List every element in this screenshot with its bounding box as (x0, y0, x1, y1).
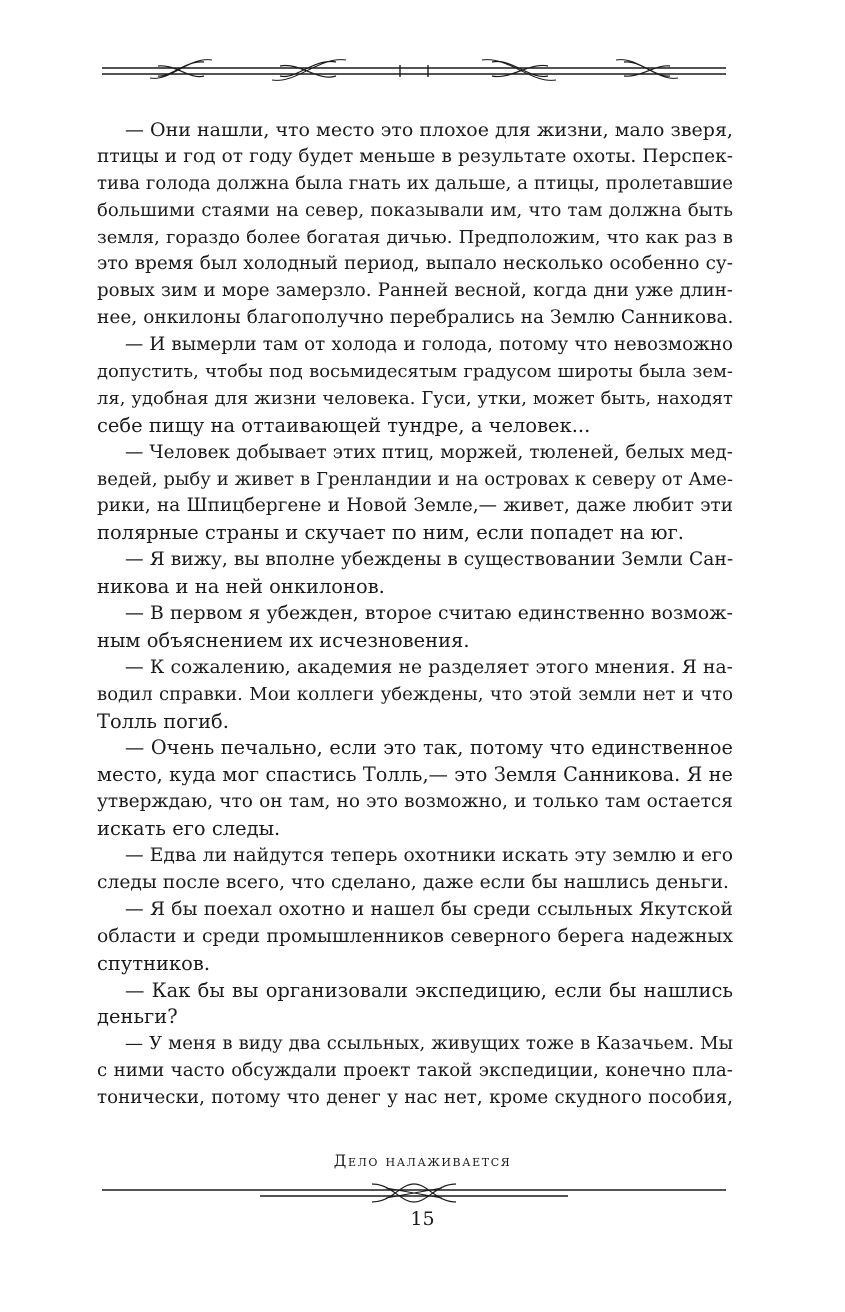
text-line: допустить, чтобы под восьмидесятым градусом широты была зем- (97, 361, 733, 383)
text-line: рики, на Шпицбергене и Новой Земле,— живет, даже любит эти (97, 495, 733, 517)
text-line: — И вымерли там от холода и голода, потому что невозможно (125, 334, 733, 356)
running-title: Дело налаживается (333, 1152, 512, 1170)
text-line: Толль погиб. (97, 709, 229, 733)
text-line: земля, гораздо более богатая дичью. Предположим, что как раз в (97, 226, 733, 248)
bottom-ornament-divider (100, 1180, 728, 1206)
text-line: это время был холодный период, выпало несколько особенно су- (97, 253, 733, 275)
text-line: большими стаями на север, показывали им, что там должна быть (97, 199, 733, 221)
text-line: ровых зим и море замерзло. Ранней весной, когда дни уже длин- (97, 280, 733, 302)
text-line: водил справки. Мои коллеги убеждены, что этой земли нет и что (97, 683, 733, 705)
text-line: — Я вижу, вы вполне убеждены в существовании Земли Сан- (125, 549, 734, 571)
text-line: — У меня в виду два ссыльных, живущих тоже в Казачьем. Мы (125, 1033, 733, 1055)
text-line: место, куда мог спастись Толль,— это Земля Санникова. Я не (97, 763, 733, 787)
text-line: — Они нашли, что место это плохое для жизни, мало зверя, (125, 119, 733, 141)
text-line: никова и на ней онкилонов. (97, 575, 385, 599)
text-line: утверждаю, что он там, но это возможно, и только там остается (97, 791, 733, 813)
text-line: ля, удобная для жизни человека. Гуси, утки, может быть, находят (97, 387, 733, 409)
body-text (97, 117, 733, 1112)
text-line: с ними часто обсуждали проект такой экспедиции, конечно пла- (97, 1060, 733, 1082)
text-line: ным объяснением их исчезновения. (97, 628, 470, 652)
text-line: нее, онкилоны благополучно перебрались на Землю Санникова. (97, 307, 734, 329)
text-line: деньги? (97, 1005, 178, 1029)
text-line: полярные страны и скучает по ним, если попадет на юг. (97, 521, 684, 545)
text-line: тонически, потому что денег у нас нет, кроме скудного пособия, (97, 1087, 733, 1109)
text-line: тива голода должна была гнать их дальше, а птицы, пролетавшие (97, 172, 733, 194)
text-line: ведей, рыбу и живет в Гренландии и на островах к северу от Аме- (97, 468, 733, 490)
text-line: области и среди промышленников северного берега надежных (97, 925, 733, 947)
top-ornament-divider (100, 56, 728, 86)
text-line: себе пищу на оттаивающей тундре, а человек... (97, 413, 591, 437)
text-line: — Я бы поехал охотно и нашел бы среди ссыльных Якутской (125, 898, 733, 920)
text-line: — Как бы вы организовали экспедицию, если бы нашлись (125, 978, 733, 1002)
text-line: — К сожалению, академия не разделяет этого мнения. Я на- (125, 656, 733, 678)
page-number: 15 (410, 1208, 435, 1230)
text-line: следы после всего, что сделано, даже если бы нашлись деньги. (97, 871, 730, 893)
text-line: — В первом я убежден, второе считаю единственно возмож- (125, 603, 733, 625)
text-line: — Едва ли найдутся теперь охотники искать эту землю и его (125, 845, 733, 867)
text-line: спутников. (97, 951, 211, 975)
text-line: искать его следы. (97, 817, 281, 841)
text-line: — Очень печально, если это так, потому что единственное (125, 736, 733, 760)
text-line: — Человек добывает этих птиц, моржей, тюленей, белых мед- (125, 441, 733, 463)
text-line: птицы и год от году будет меньше в результате охоты. Перспек- (97, 145, 733, 167)
